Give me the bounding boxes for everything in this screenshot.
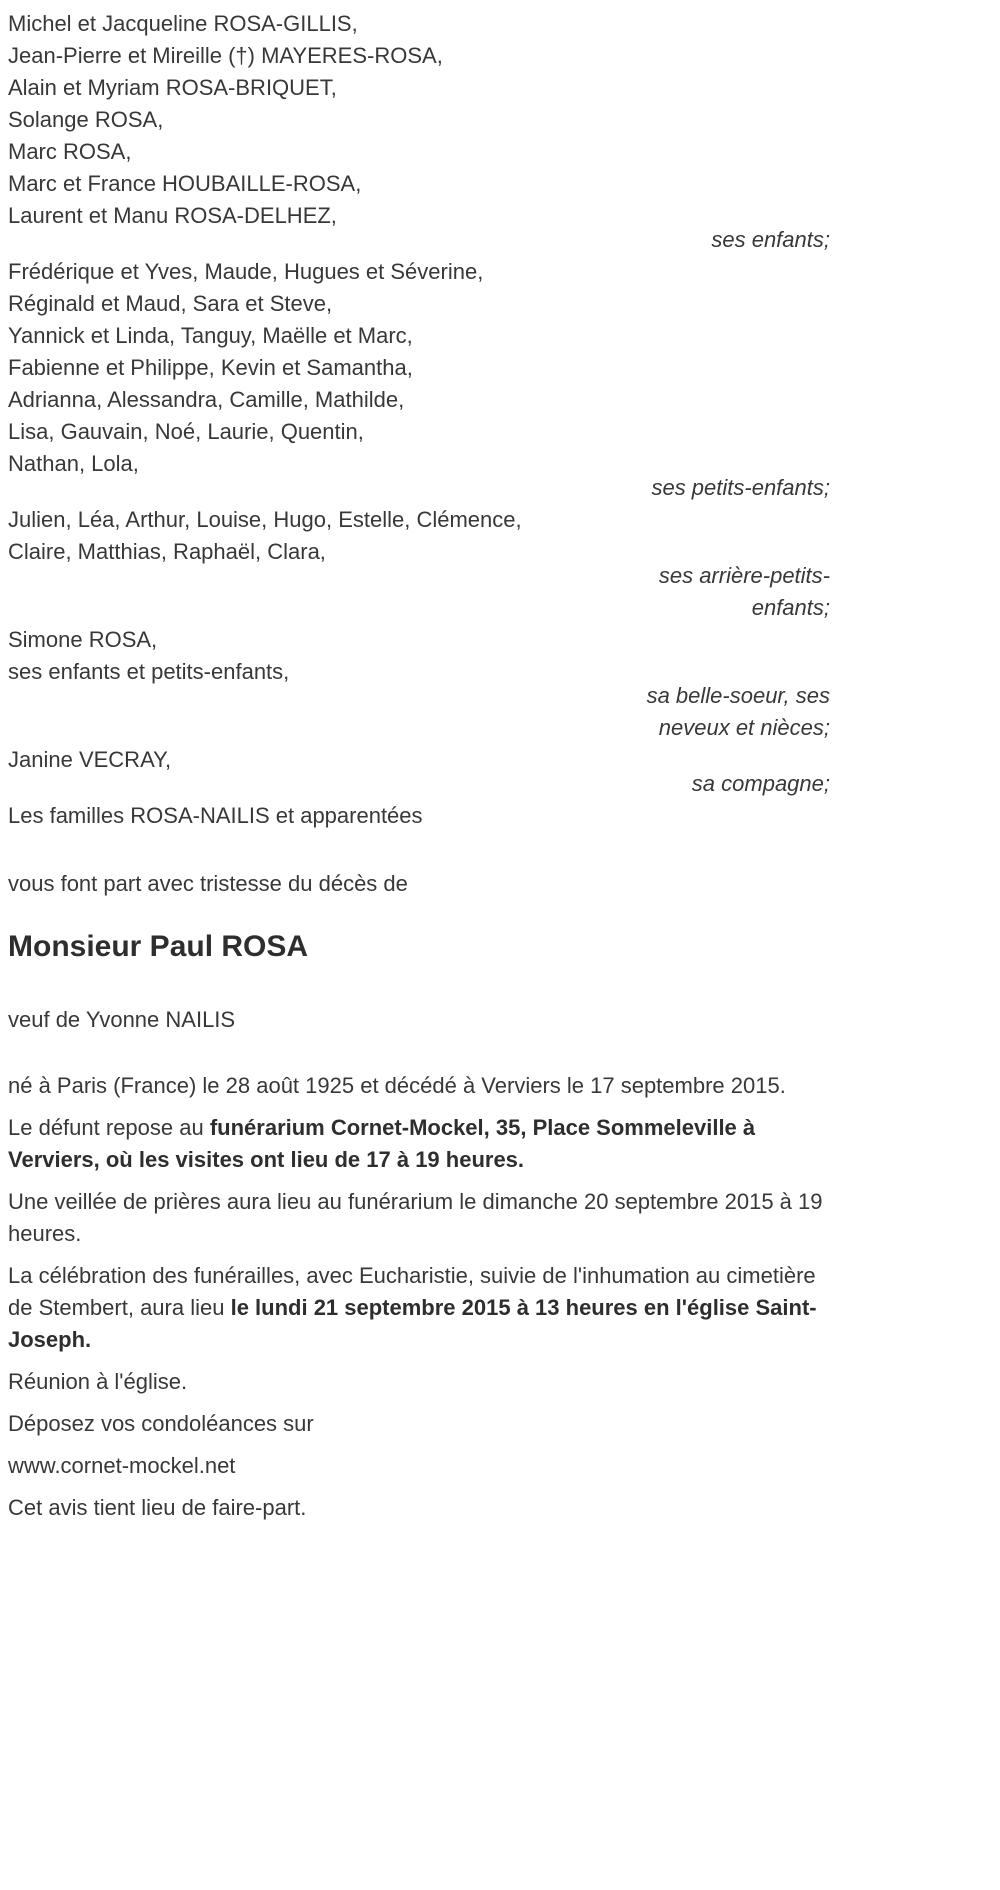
notice-paragraphs (8, 1070, 830, 1524)
family-line: Janine VECRAY, (8, 747, 172, 772)
paragraph-birth-death (8, 1070, 830, 1102)
text-segment: Réunion à l'église. (8, 1369, 188, 1394)
family-line: Marc ROSA, (8, 139, 132, 164)
family-line: Julien, Léa, Arthur, Louise, Hugo, Estelle, Clémence, (8, 507, 522, 532)
family-line: ses enfants et petits-enfants, (8, 659, 290, 684)
text-segment: Une veillée de prières aura lieu au funérarium le dimanche 20 septembre 2015 à 19 heures. (8, 1189, 823, 1246)
family-line: Alain et Myriam ROSA-BRIQUET, (8, 75, 337, 100)
paragraph-notice (8, 1492, 830, 1524)
text-segment: Déposez vos condoléances sur (8, 1411, 314, 1436)
family-line: Laurent et Manu ROSA-DELHEZ, (8, 203, 337, 228)
family-line: Michel et Jacqueline ROSA-GILLIS, (8, 11, 358, 36)
family-group-grandchildren (8, 256, 830, 504)
text-segment: Cet avis tient lieu de faire-part. (8, 1495, 307, 1520)
family-group-companion (8, 744, 830, 800)
text-segment-bold: funérarium Cornet-Mockel, 35, Place Sommeleville à Verviers, où les visites ont lieu de 17 à 19 heures. (8, 1115, 756, 1172)
text-segment: La célébration des funérailles, avec Eucharistie, suivie de l'inhumation au cimetière de Stembert, aura lieu (8, 1263, 816, 1320)
family-line: Nathan, Lola, (8, 451, 139, 476)
widower-line: veuf de Yvonne NAILIS (8, 1007, 236, 1032)
family-line: Solange ROSA, (8, 107, 164, 132)
relation-label-children: ses enfants; (711, 227, 830, 252)
relation-label-grandchildren: ses petits-enfants; (651, 475, 830, 500)
paragraph-vigil (8, 1186, 830, 1250)
family-group-children (8, 8, 830, 256)
family-line: Jean-Pierre et Mireille (†) MAYERES-ROSA, (8, 43, 443, 68)
family-line: Lisa, Gauvain, Noé, Laurie, Quentin, (8, 419, 364, 444)
family-line: Yannick et Linda, Tanguy, Maëlle et Marc, (8, 323, 413, 348)
family-line: Adrianna, Alessandra, Camille, Mathilde, (8, 387, 405, 412)
text-segment: Le défunt repose au (8, 1115, 210, 1140)
family-line: Simone ROSA, (8, 627, 158, 652)
paragraph-reunion (8, 1366, 830, 1398)
family-group-sister-in-law (8, 624, 830, 744)
deceased-name: Monsieur Paul ROSA (8, 930, 309, 963)
family-line: Marc et France HOUBAILLE-ROSA, (8, 171, 362, 196)
announcement-line: vous font part avec tristesse du décès de (8, 871, 408, 896)
text-segment-bold: le lundi 21 septembre 2015 à 13 heures en l'église Saint-Joseph. (8, 1295, 817, 1352)
paragraph-condolences (8, 1408, 830, 1440)
family-line: Frédérique et Yves, Maude, Hugues et Séverine, (8, 259, 484, 284)
relation-label-great-grandchildren: ses arrière-petits-enfants; (658, 563, 830, 620)
family-line: Fabienne et Philippe, Kevin et Samantha, (8, 355, 413, 380)
paragraph-funeral (8, 1260, 830, 1356)
text-segment: né à Paris (France) le 28 août 1925 et décédé à Verviers le 17 septembre 2015. (8, 1073, 786, 1098)
relation-label-companion: sa compagne; (691, 771, 830, 796)
paragraph-repose (8, 1112, 830, 1176)
family-group-great-grandchildren (8, 504, 830, 624)
family-line: Réginald et Maud, Sara et Steve, (8, 291, 333, 316)
family-line: Claire, Matthias, Raphaël, Clara, (8, 539, 326, 564)
text-segment: www.cornet-mockel.net (8, 1453, 236, 1478)
family-section (8, 8, 830, 832)
related-families-line: Les familles ROSA-NAILIS et apparentées (8, 803, 423, 828)
relation-label-sister-in-law: sa belle-soeur, ses neveux et nièces; (646, 683, 830, 740)
website-url (8, 1450, 830, 1482)
